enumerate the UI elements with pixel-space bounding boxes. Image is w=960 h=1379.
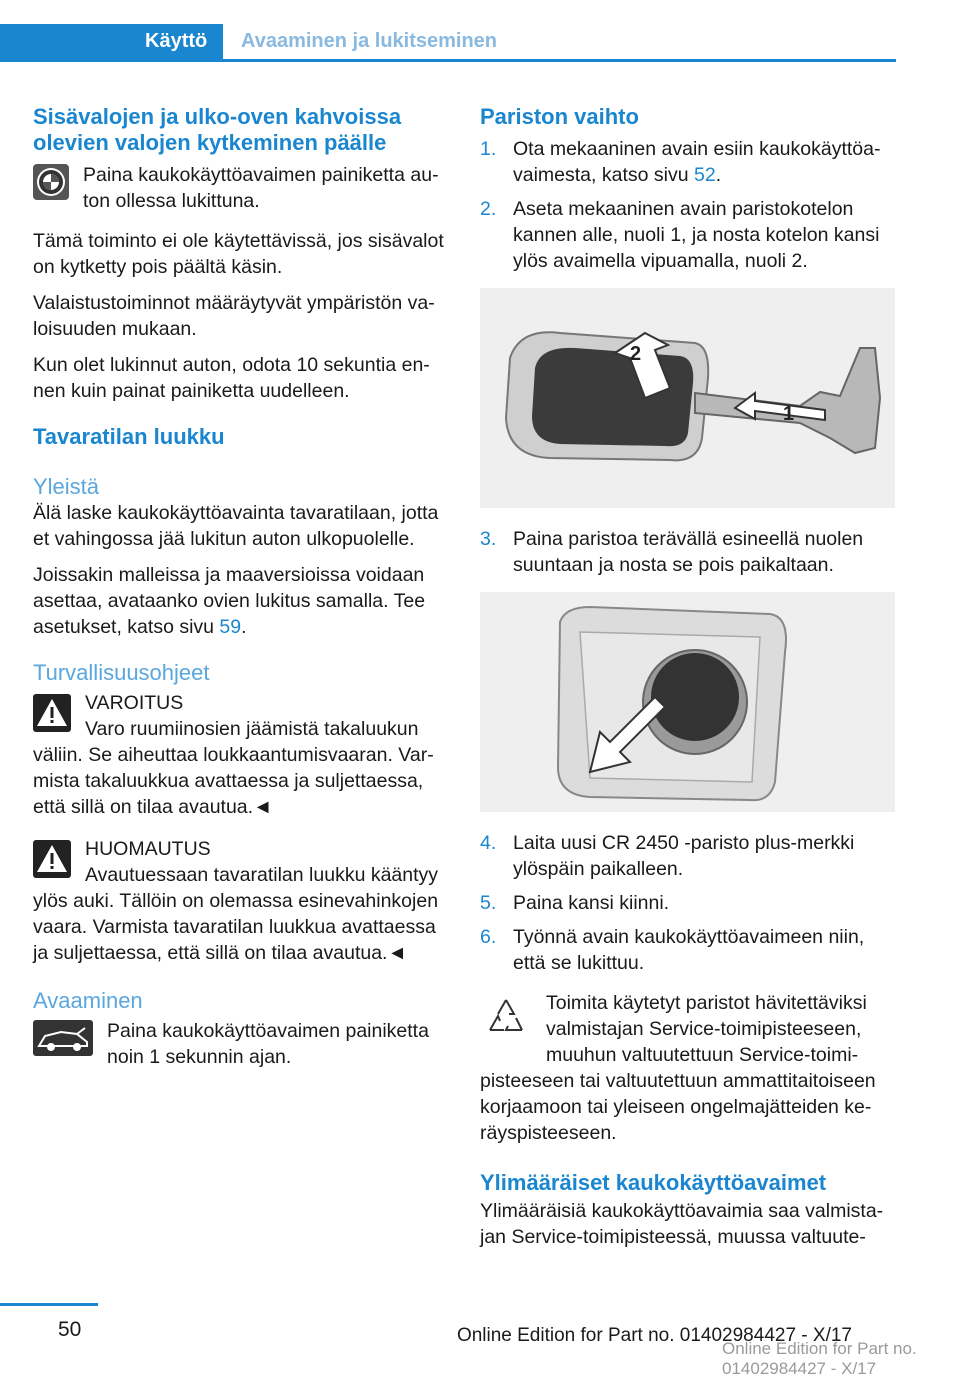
lights-instruction-text: Paina kaukokäyttöavaimen painiketta auton ollessa lukittuna. [83, 164, 439, 212]
list-item [480, 924, 895, 976]
page-link-52[interactable]: 52 [693, 164, 716, 186]
general-paragraph-2-text: Joissakin malleissa ja maaversioissa voidaan asettaa, avataanko ovien lukitus samalla. Tee asetukset, katso sivu [33, 564, 426, 638]
recycle-note [480, 990, 895, 1146]
battery-steps-c [480, 830, 895, 976]
lights-instruction [33, 162, 448, 214]
notice-triangle-icon [33, 840, 71, 885]
figure-battery-removal [480, 592, 895, 812]
open-instruction [33, 1018, 448, 1070]
general-paragraph-2-end: . [241, 616, 247, 638]
left-column [33, 104, 448, 1084]
warning-title: VAROITUS [85, 692, 184, 714]
open-instruction-text: Paina kaukokäyttöavaimen painiketta noin 1 sekunnin ajan. [107, 1020, 429, 1068]
recycle-icon [482, 994, 530, 1049]
trunk-heading: Tavaratilan luukku [33, 424, 225, 449]
lights-paragraph-3: Kun olet lukinnut auton, odota 10 sekuntia ennen kuin painat painiketta uudelleen. [33, 354, 430, 402]
step-6-text: Työnnä avain kaukokäyttöavaimeen niin, että se lukittuu. [513, 926, 865, 974]
general-paragraph-2 [33, 562, 448, 640]
header-topic-label: Avaaminen ja lukitseminen [241, 30, 498, 52]
list-item [480, 830, 895, 882]
header-section-label: Käyttö [145, 30, 208, 52]
bmw-logo-icon [33, 164, 69, 207]
notice-block [33, 836, 448, 966]
watermark-text: Online Edition for Part no. 01402984427 - X/17 [722, 1339, 917, 1378]
edition-text: Online Edition for Part no. 01402984427 - X/17 [456, 1325, 852, 1346]
list-item [480, 136, 895, 188]
step-number: 4. [480, 832, 497, 854]
battery-steps-a [480, 136, 895, 274]
car-trunk-icon [33, 1020, 93, 1063]
battery-steps-b [480, 526, 895, 578]
extra-keys-heading: Ylimääräiset kaukokäyttöavaimet [480, 1170, 827, 1195]
open-subheading: Avaaminen [33, 988, 143, 1013]
list-item [480, 890, 895, 916]
notice-title: HUOMAUTUS [85, 838, 211, 860]
list-item [480, 526, 895, 578]
recycle-text: Toimita käytetyt paristot hävitettäviksi valmistajan Service-toimipisteeseen, muuhun valtuutettuun Service-toimipisteeseen tai valtuutettuun ammattitaitoiseen korjaamoon tai yleiseen ongelmajätteiden keräyspisteeseen. [480, 992, 876, 1144]
lights-paragraph-1: Tämä toiminto ei ole käytettävissä, jos sisävalot on kytketty pois päältä käsin. [33, 230, 444, 278]
lights-paragraph-2: Valaistustoiminnot määräytyvät ympäristön valoisuuden mukaan. [33, 292, 435, 340]
list-item [480, 196, 895, 274]
step-2-text: Aseta mekaaninen avain paristokotelon kannen alle, nuoli 1, ja nosta kotelon kansi ylös avaimella vipuamalla, nuoli 2. [513, 198, 880, 272]
figure-key-cover-removal [480, 288, 895, 508]
extra-keys-text: Ylimääräisiä kaukokäyttöavaimia saa valmistajan Service-toimipisteessä, muussa valtuute- [480, 1200, 884, 1248]
warning-triangle-icon [33, 694, 71, 739]
page-link-59[interactable]: 59 [219, 616, 242, 638]
general-subheading: Yleistä [33, 474, 100, 499]
battery-heading: Pariston vaihto [480, 104, 639, 129]
step-number: 6. [480, 926, 497, 948]
lights-heading: Sisävalojen ja ulko-oven kahvoissa olevien valojen kytkeminen päälle [33, 104, 402, 155]
notice-text: Avautuessaan tavaratilan luukku kääntyy ylös auki. Tällöin on olemassa esinevahinkojen vaara. Varmista tavaratilan luukkua avattaessa ja suljettaessa, että sillä on tilaa avautua.◄ [33, 864, 439, 964]
figure-arrow-label-2: 2 [630, 343, 642, 365]
warning-block [33, 690, 448, 820]
step-text [513, 136, 895, 188]
header-rule [223, 59, 896, 62]
step-4-text: Laita uusi CR 2450 -paristo plus-merkki ylöspäin paikalleen. [513, 832, 855, 880]
page-number: 50 [58, 1318, 82, 1341]
page-header [0, 24, 896, 64]
general-paragraph-1: Älä laske kaukokäyttöavainta tavaratilaan, jotta et vahingossa jää lukitun auton ulkopuolelle. [33, 502, 439, 550]
figure-arrow-label-1: 1 [783, 403, 795, 425]
step-number: 2. [480, 198, 497, 220]
footer-rule [0, 1303, 98, 1306]
step-number: 5. [480, 892, 497, 914]
step-1-text: Ota mekaaninen avain esiin kaukokäyttöavaimesta, katso sivu [513, 138, 881, 186]
step-number: 1. [480, 138, 497, 160]
warning-text: Varo ruumiinosien jäämistä takaluukun väliin. Se aiheuttaa loukkaantumisvaaran. Varmista takaluukkua avattaessa ja suljettaessa, että sillä on tilaa avautua.◄ [33, 718, 434, 818]
step-3-text: Paina paristoa terävällä esineellä nuolen suuntaan ja nosta se pois paikaltaan. [513, 528, 864, 576]
step-number: 3. [480, 528, 497, 550]
step-1-end: . [715, 164, 722, 186]
right-column [480, 104, 895, 1260]
safety-subheading: Turvallisuusohjeet [33, 660, 210, 685]
step-5-text: Paina kansi kiinni. [513, 892, 670, 914]
